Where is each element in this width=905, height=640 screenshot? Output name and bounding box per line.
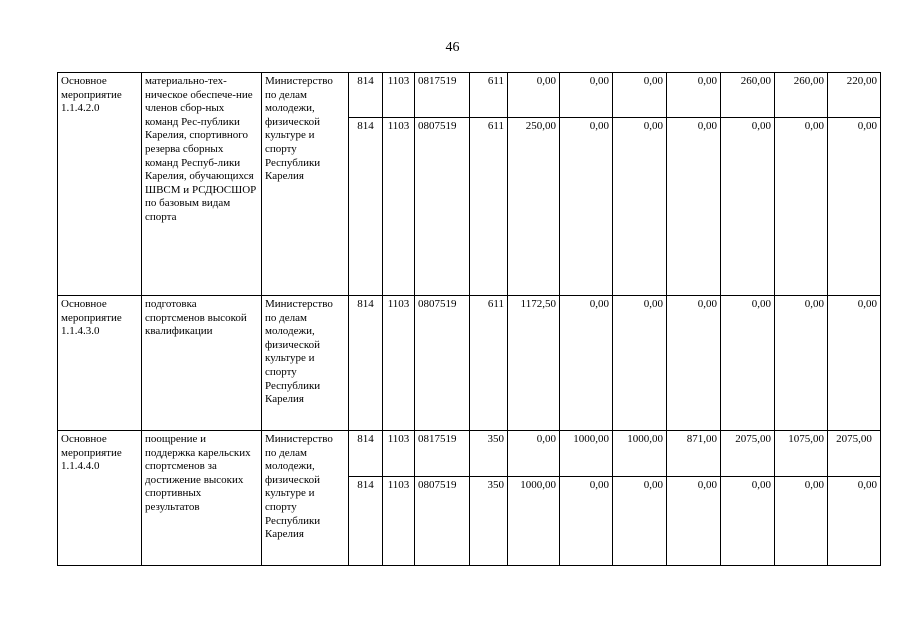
rzpr-cell: 1103 (383, 431, 415, 477)
description-cell: материально-тех-ническое обеспече-ние членов сбор-ных команд Рес-публики Карелия, спортивного резерва сборных команд Респуб-лики Карелия, обучающихся ШВСМ и РСДЮСШОР по базовым видам спорта (142, 73, 262, 296)
value-cell: 250,00 (508, 118, 560, 296)
value-cell: 220,00 (828, 73, 881, 118)
value-cell: 1000,00 (613, 431, 667, 477)
executor-cell: Министерство по делам молодежи, физической культуре и спорту Республики Карелия (262, 296, 349, 431)
value-cell: 0,00 (775, 118, 828, 296)
description-cell: подготовка спортсменов высокой квалификации (142, 296, 262, 431)
executor-cell: Министерство по делам молодежи, физической культуре и спорту Республики Карелия (262, 73, 349, 296)
value-cell: 1000,00 (560, 431, 613, 477)
value-cell: 0,00 (775, 477, 828, 566)
value-cell: 1172,50 (508, 296, 560, 431)
budget-table (57, 72, 905, 566)
table-row (58, 73, 905, 118)
value-cell: 0,00 (613, 477, 667, 566)
value-cell: 0,00 (508, 431, 560, 477)
value-cell: 0,00 (667, 73, 721, 118)
vr-cell: 611 (470, 296, 508, 431)
value-cell: 0,00 (613, 118, 667, 296)
rzpr-cell: 1103 (383, 73, 415, 118)
page-number: 46 (445, 40, 460, 55)
value-cell: 0,00 (828, 477, 881, 566)
value-cell: 0,00 (560, 477, 613, 566)
grbs-cell: 814 (349, 477, 383, 566)
grbs-cell: 814 (349, 118, 383, 296)
value-cell: 2075,00 (828, 431, 881, 477)
value-cell: 0,00 (828, 296, 881, 431)
grbs-cell: 814 (349, 73, 383, 118)
rzpr-cell: 1103 (383, 296, 415, 431)
value-cell: 871,00 (667, 431, 721, 477)
value-cell: 0,00 (721, 118, 775, 296)
vr-cell: 350 (470, 477, 508, 566)
table-row (58, 296, 905, 431)
value-cell: 0,00 (721, 477, 775, 566)
event-cell: Основное мероприятие 1.1.4.3.0 (58, 296, 142, 431)
description-cell: поощрение и поддержка карельских спортсменов за достижение высоких спортивных результатов (142, 431, 262, 566)
table-row (58, 431, 905, 477)
value-cell: 0,00 (775, 296, 828, 431)
value-cell: 0,00 (667, 296, 721, 431)
grbs-cell: 814 (349, 296, 383, 431)
grbs-cell: 814 (349, 431, 383, 477)
vr-cell: 611 (470, 118, 508, 296)
rzpr-cell: 1103 (383, 477, 415, 566)
value-cell: 0,00 (560, 73, 613, 118)
event-cell: Основное мероприятие 1.1.4.2.0 (58, 73, 142, 296)
csr-cell: 0807519 (415, 118, 470, 296)
value-cell: 0,00 (560, 296, 613, 431)
rzpr-cell: 1103 (383, 118, 415, 296)
value-cell: 260,00 (775, 73, 828, 118)
event-cell: Основное мероприятие 1.1.4.4.0 (58, 431, 142, 566)
value-cell: 2075,00 (721, 431, 775, 477)
csr-cell: 0807519 (415, 477, 470, 566)
value-cell: 0,00 (560, 118, 613, 296)
csr-cell: 0807519 (415, 296, 470, 431)
value-cell: 0,00 (613, 296, 667, 431)
value-cell: 1075,00 (775, 431, 828, 477)
value-cell: 0,00 (508, 73, 560, 118)
vr-cell: 350 (470, 431, 508, 477)
executor-cell: Министерство по делам молодежи, физической культуре и спорту Республики Карелия (262, 431, 349, 566)
csr-cell: 0817519 (415, 73, 470, 118)
value-cell: 260,00 (721, 73, 775, 118)
value-cell: 0,00 (667, 477, 721, 566)
value-cell: 0,00 (828, 118, 881, 296)
value-cell: 1000,00 (508, 477, 560, 566)
value-cell: 0,00 (721, 296, 775, 431)
value-cell: 0,00 (667, 118, 721, 296)
csr-cell: 0817519 (415, 431, 470, 477)
value-cell: 0,00 (613, 73, 667, 118)
vr-cell: 611 (470, 73, 508, 118)
